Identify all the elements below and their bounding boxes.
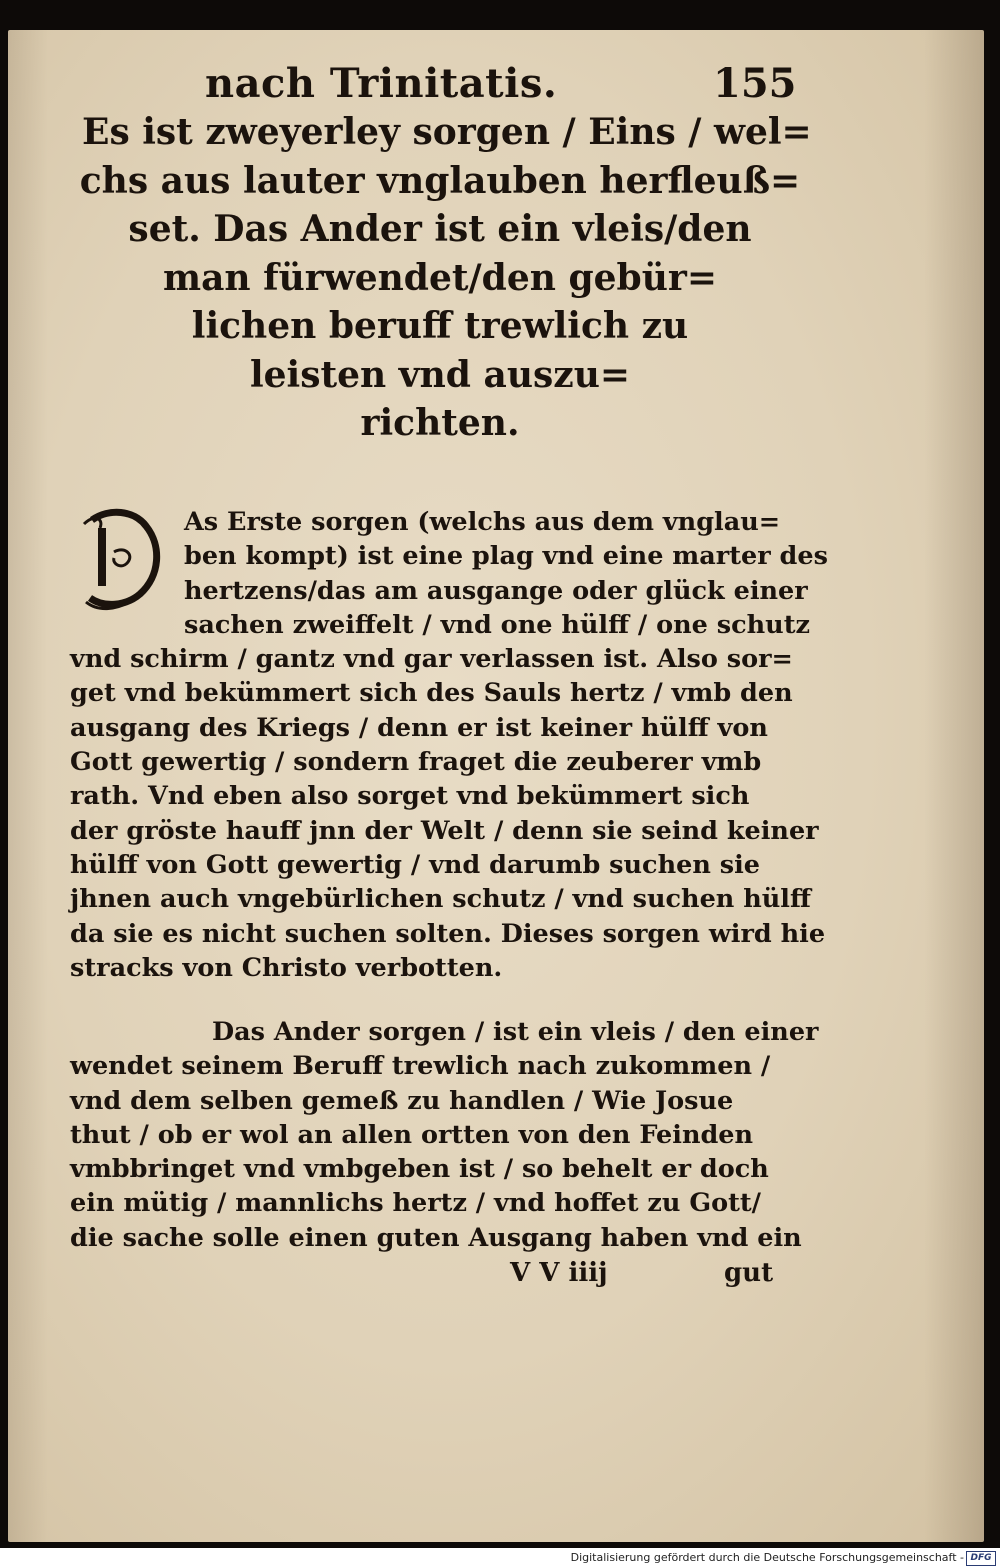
signature-mark: V V iiij: [510, 1258, 608, 1288]
text-line: da sie es nicht suchen solten. Dieses sorgen wird hie: [70, 918, 826, 949]
text-line: hertzens/das am ausgange oder glück einer: [184, 575, 808, 606]
text-line: vnd dem selben gemeß zu handlen / Wie Josue: [70, 1085, 734, 1116]
running-title: nach Trinitatis.: [205, 60, 558, 107]
page-edge-shade: [8, 30, 48, 1542]
section-heading: [60, 108, 820, 448]
heading-line: Es ist zweyerley sorgen / Eins / wel=: [82, 111, 812, 153]
text-line: thut / ob er wol an allen ortten von den Feinden: [70, 1119, 754, 1150]
text-line: ben kompt) ist eine plag vnd eine marter des: [184, 541, 828, 572]
text-line: die sache solle einen guten Ausgang haben vnd ein: [70, 1222, 802, 1253]
page-gutter-shade: [924, 30, 984, 1542]
text-line: wendet seinem Beruff trewlich nach zukommen /: [70, 1051, 771, 1082]
paragraph-1: [70, 505, 828, 985]
text-line: vmbbringet vnd vmbgeben ist / so behelt er doch: [70, 1154, 769, 1185]
text-line: stracks von Christo verbotten.: [70, 952, 503, 983]
heading-line: lichen beruff trewlich zu: [191, 305, 689, 347]
page-foot-line: [70, 1258, 780, 1294]
heading-line: set. Das Ander ist ein vleis/den: [128, 208, 752, 250]
text-line: hülff von Gott gewertig / vnd darumb suchen sie: [70, 849, 761, 880]
dfg-logo: DFG: [966, 1551, 996, 1566]
heading-line: chs aus lauter vnglauben herfleuß=: [79, 159, 801, 202]
heading-line: leisten vnd auszu=: [249, 353, 631, 396]
page-number: 155: [713, 60, 797, 107]
text-line: vnd schirm / gantz vnd gar verlassen ist. Also sor=: [70, 644, 793, 675]
text-line: Gott gewertig / sondern fraget die zeuberer vmb: [70, 747, 762, 778]
catchword: gut: [724, 1258, 774, 1288]
text-line: der gröste hauff jnn der Welt / denn sie seind keiner: [70, 815, 819, 846]
heading-line: man fürwendet/den gebür=: [162, 256, 717, 299]
text-line: Das Ander sorgen / ist ein vleis / den einer: [212, 1017, 819, 1047]
heading-line: richten.: [360, 402, 520, 444]
text-line: As Erste sorgen (welchs aus dem vnglau=: [184, 507, 781, 537]
text-line: sachen zweiffelt / vnd one hülff / one schutz: [184, 609, 810, 640]
paragraph-2: [70, 1015, 819, 1255]
page-edge-shadow: [986, 30, 1000, 1540]
text-line: get vnd bekümmert sich des Sauls hertz / vmb den: [70, 678, 793, 709]
text-line: ein mütig / mannlichs hertz / vnd hoffet zu Gott/: [70, 1188, 761, 1219]
text-line: ausgang des Kriegs / denn er ist keiner hülff von: [70, 712, 768, 743]
text-line: rath. Vnd eben also sorget vnd bekümmert sich: [70, 781, 750, 812]
text-line: jhnen auch vngebürlichen schutz / vnd suchen hülff: [70, 884, 811, 915]
footer-credit: Digitalisierung gefördert durch die Deutsche Forschungsgemeinschaft -: [570, 1551, 964, 1564]
digitization-footer: [0, 1548, 1000, 1568]
